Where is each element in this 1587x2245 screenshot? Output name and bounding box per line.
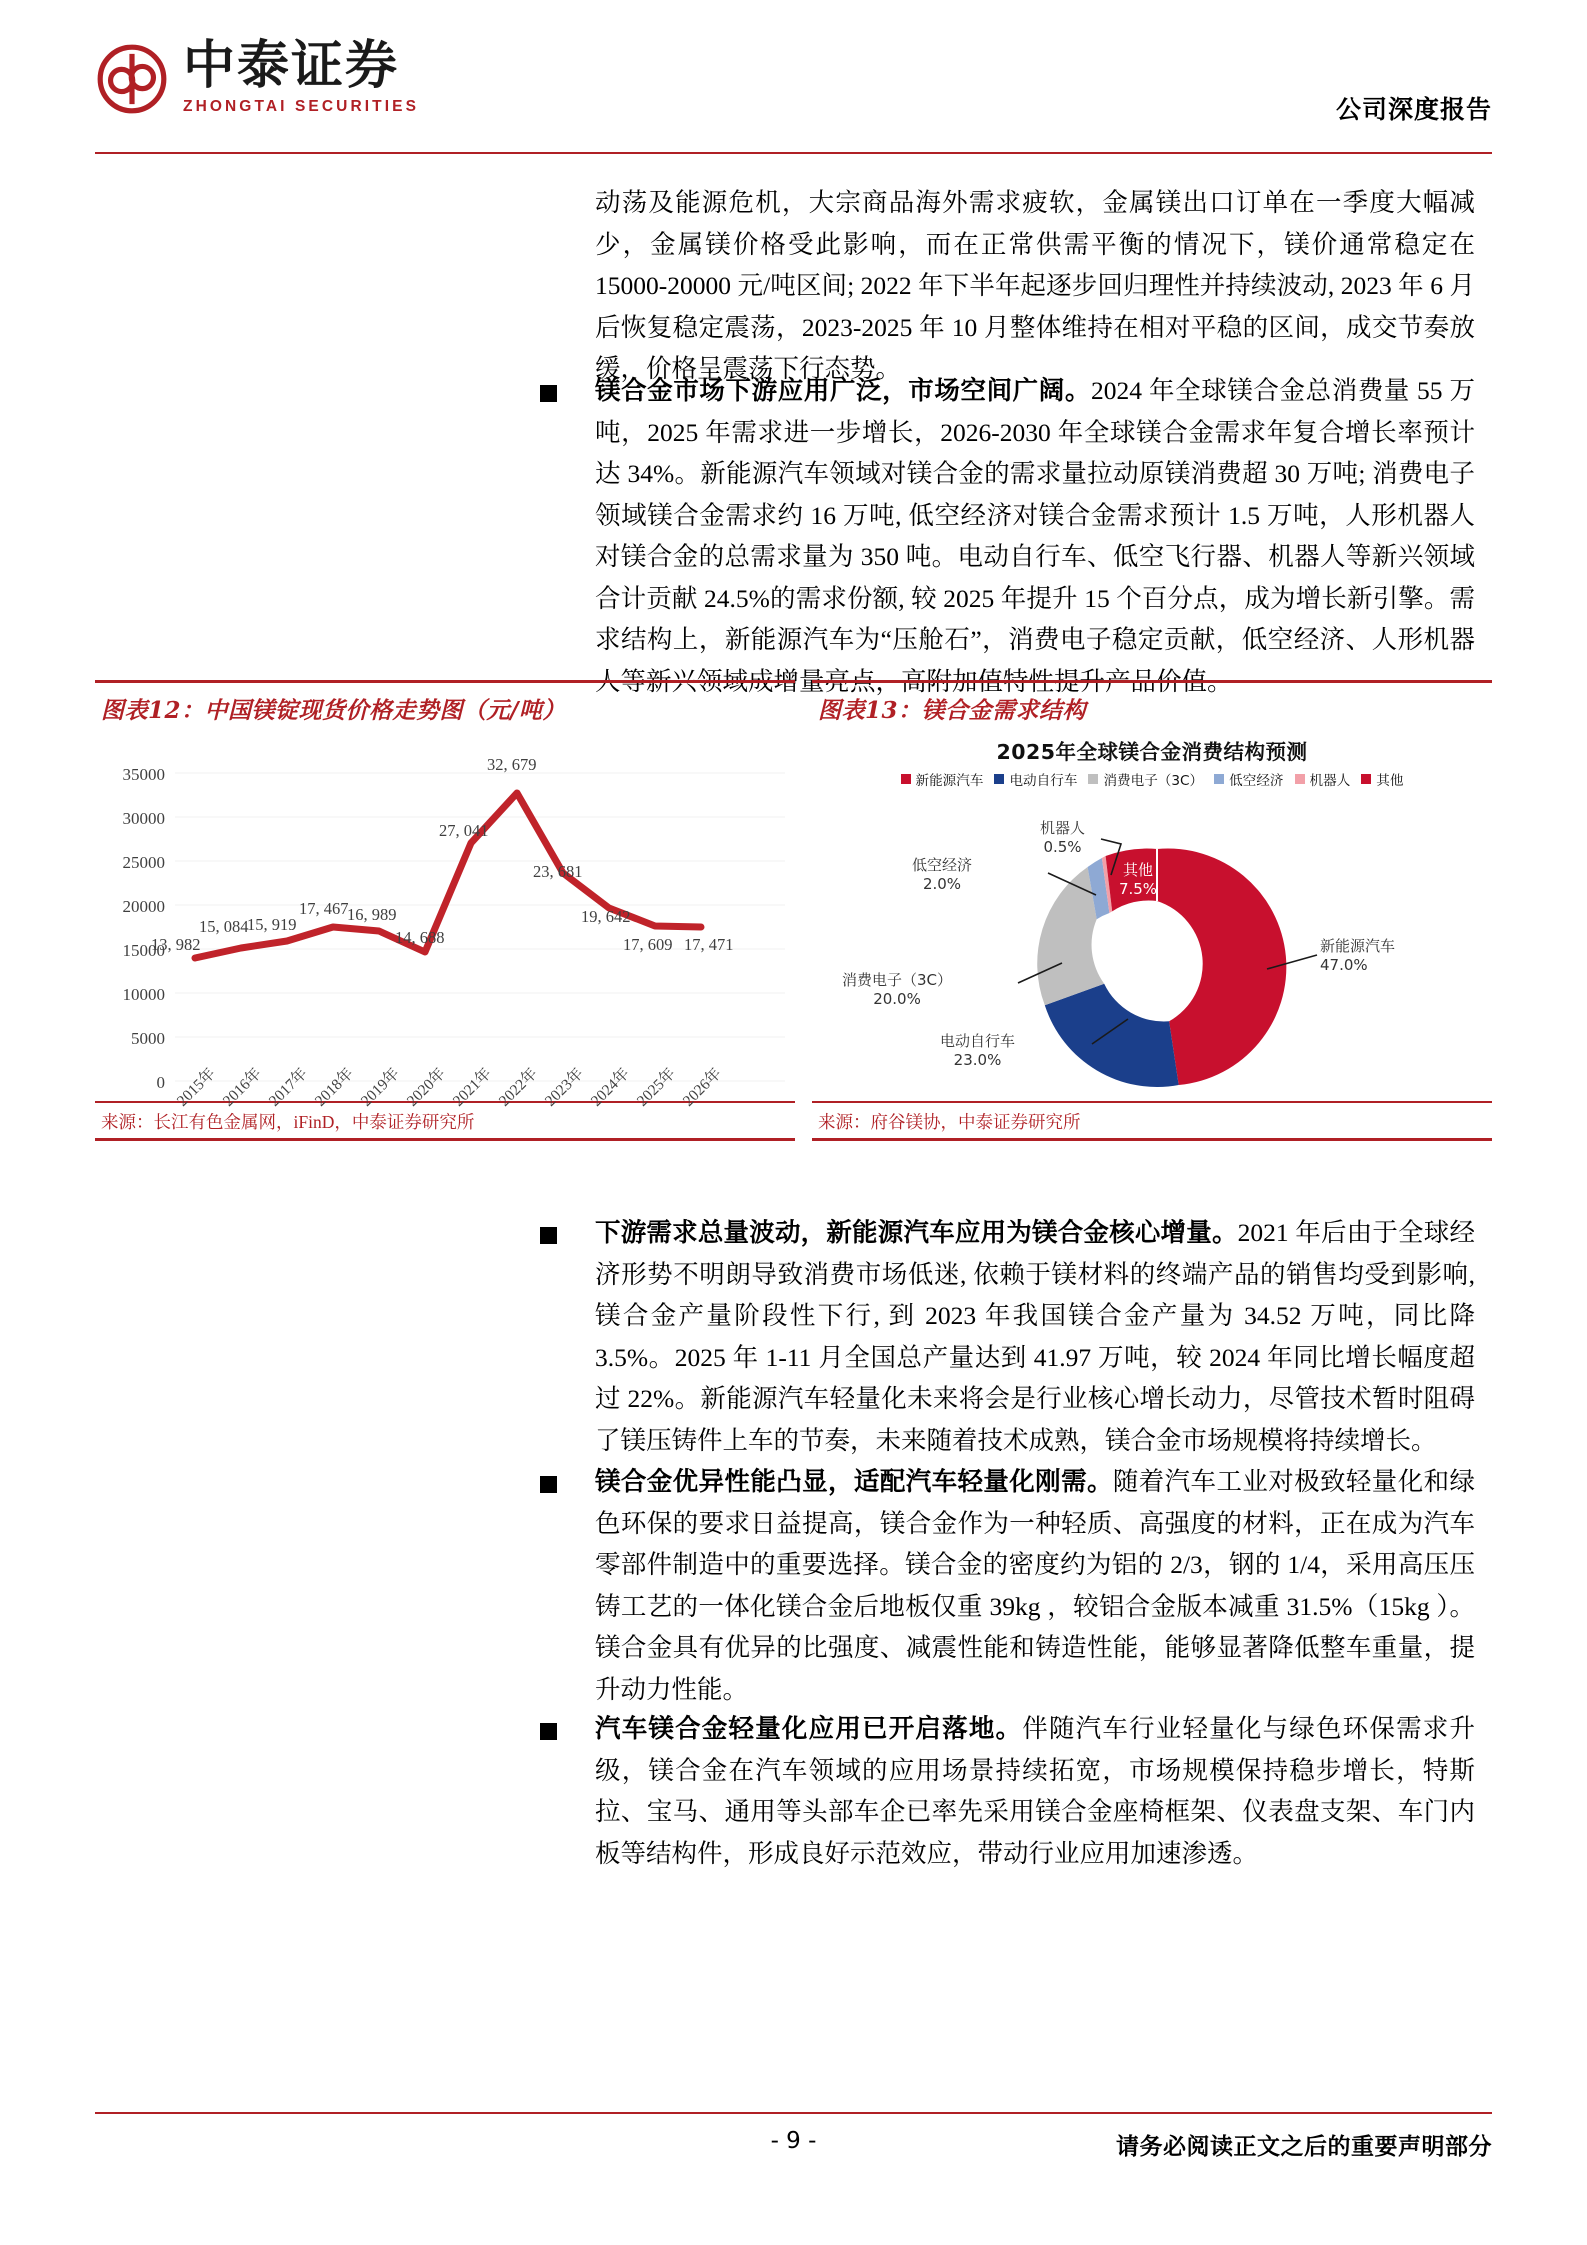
exhibit-12-body [95, 729, 795, 1110]
y-tick-20000: 20000 [122, 897, 165, 916]
exhibit-13-body [812, 729, 1492, 1101]
slice-nev [1157, 849, 1286, 1085]
company-logo [95, 38, 419, 116]
label-3c-pct: 20.0% [873, 990, 921, 1008]
logo-english-name: ZHONGTAI SECURITIES [183, 98, 420, 115]
bullet-body: 2021 年后由于全球经济形势不明朗导致消费市场低迷, 依赖于镁材料的终端产品的销售均受到影响, 镁合金产量阶段性下行, 到 2023 年我国镁合金产量为 34.52 万吨，同比降 3.5%。2025 年 1-11 月全国总产量达到 41.97 万吨，较 2024 年同比增长幅度超过 22%。新能源汽车轻量化未来将会是行业核心增长动力，尽管技术暂时阻碍了镁压铸件上车的节奏，未来随着技术成熟，镁合金市场规模将持续增长。 [595, 1218, 1475, 1455]
bullet-item [540, 1212, 1475, 1461]
bullet-lead: 汽车镁合金轻量化应用已开启落地。 [595, 1714, 1023, 1743]
bullet-item [540, 370, 1475, 702]
bullet-text [595, 370, 1475, 702]
data-label-2019: 16, 989 [347, 905, 397, 924]
y-tick-5000: 5000 [131, 1029, 165, 1048]
x-tick-2020: 2020年 [403, 1064, 449, 1110]
label-nev-name: 新能源汽车 [1320, 937, 1396, 955]
x-tick-2021: 2021年 [449, 1064, 495, 1110]
exhibit-13 [812, 680, 1492, 1141]
label-nev-pct: 47.0% [1320, 956, 1368, 974]
label-other-name: 其他 [1122, 861, 1153, 879]
label-robot [1040, 819, 1085, 857]
x-tick-2024: 2024年 [587, 1064, 633, 1110]
x-tick-2026: 2026年 [679, 1064, 725, 1110]
y-tick-10000: 10000 [122, 985, 165, 1004]
label-lowaltitude [912, 856, 972, 894]
bullet-square-icon [540, 385, 557, 402]
data-label-2023: 23, 681 [533, 862, 583, 881]
exhibit-13-title: 图表13：镁合金需求结构 [818, 697, 1087, 724]
label-ebike-name: 电动自行车 [940, 1032, 1016, 1050]
data-label-2020: 14, 688 [395, 928, 445, 947]
x-tick-2019: 2019年 [357, 1064, 403, 1110]
y-tick-0: 0 [156, 1073, 165, 1092]
legend-label: 低空经济 [1229, 773, 1284, 789]
data-label-2018: 17, 467 [299, 899, 349, 918]
bullet-body: 伴随汽车行业轻量化与绿色环保需求升级，镁合金在汽车领域的应用场景持续拓宽，市场规模保持稳步增长，特斯拉、宝马、通用等头部车企已率先采用镁合金座椅框架、仪表盘支架、车门内板等结构件，形成良好示范效应，带动行业应用加速渗透。 [595, 1714, 1475, 1868]
legend-label: 机器人 [1309, 773, 1351, 789]
label-robot-name: 机器人 [1040, 819, 1086, 837]
x-tick-2018: 2018年 [311, 1064, 357, 1110]
label-nev [1320, 937, 1395, 975]
data-label-2024: 19, 642 [581, 907, 631, 926]
bullet-lead: 镁合金市场下游应用广泛，市场空间广阔。 [595, 376, 1091, 405]
x-tick-2022: 2022年 [495, 1064, 541, 1110]
x-tick-2016: 2016年 [219, 1064, 265, 1110]
data-label-2021: 27, 041 [439, 821, 489, 840]
magnesium-price-line-chart [95, 729, 795, 1110]
label-ebike [940, 1032, 1015, 1070]
label-3c-name: 消费电子（3C） [842, 971, 953, 989]
magnesium-demand-donut-chart [812, 729, 1492, 1101]
x-tick-2025: 2025年 [633, 1064, 679, 1110]
bullet-square-icon [540, 1227, 557, 1244]
data-label-2025: 17, 609 [623, 935, 673, 954]
label-3c [842, 971, 952, 1009]
label-other-pct: 7.5% [1118, 880, 1158, 898]
zhongtai-logo-icon [95, 42, 169, 116]
bullet-text [595, 1461, 1475, 1710]
bullet-body: 2024 年全球镁合金总消费量 55 万吨，2025 年需求进一步增长，2026-2030 年全球镁合金需求年复合增长率预计达 34%。新能源汽车领域对镁合金的需求量拉动原镁消费超 30 万吨; 消费电子领域镁合金需求约 16 万吨, 低空经济对镁合金需求预计 1.5 万吨，人形机器人对镁合金的总需求量为 350 吨。电动自行车、低空飞行器、机器人等新兴领域合计贡献 24.5%的需求份额, 较 2025 年提升 15 个百分点，成为增长新引擎。需求结构上，新能源汽车为“压舱石”，消费电子稳定贡献，低空经济、人形机器人等新兴领域成增量亮点，高附加值特性提升产品价值。 [595, 376, 1475, 696]
donut-chart-title: 2025年全球镁合金消费结构预测 [996, 740, 1308, 764]
legend-label: 电动自行车 [1009, 773, 1078, 789]
document-type-label: 公司深度报告 [1335, 95, 1492, 124]
exhibit-12-title: 图表12：中国镁锭现货价格走势图（元/吨） [101, 697, 566, 724]
legend-label: 消费电子（3C） [1103, 773, 1204, 789]
line-chart-plot [95, 729, 795, 1101]
x-tick-2017: 2017年 [265, 1064, 311, 1110]
page-number: - 9 - [770, 2128, 817, 2154]
lead-paragraph: 动荡及能源危机，大宗商品海外需求疲软，金属镁出口订单在一季度大幅减少，金属镁价格受此影响，而在正常供需平衡的情况下，镁价通常稳定在15000-20000 元/吨区间; 2022 年下半年起逐步回归理性并持续波动, 2023 年 6 月后恢复稳定震荡，2023-2025 年 10 月整体维持在相对平稳的区间，成交节奏放缓，价格呈震荡下行态势。 [595, 188, 1475, 383]
exhibit-12 [95, 680, 795, 1141]
y-tick-25000: 25000 [122, 853, 165, 872]
slice-ebike [1045, 984, 1179, 1087]
bullet-lead: 镁合金优异性能凸显，适配汽车轻量化刚需。 [595, 1467, 1113, 1496]
bullet-text [595, 1212, 1475, 1461]
footer-disclaimer: 请务必阅读正文之后的重要声明部分 [1116, 2134, 1492, 2160]
bullet-item [540, 1708, 1475, 1874]
data-label-2015: 13, 982 [151, 935, 201, 954]
data-label-2016: 15, 084 [199, 917, 249, 936]
data-label-2022: 32, 679 [487, 755, 537, 774]
page-header [0, 0, 1587, 160]
label-ebike-pct: 23.0% [953, 1051, 1002, 1069]
y-tick-35000: 35000 [122, 765, 165, 784]
data-label-2026: 17, 471 [684, 935, 734, 954]
bullet-lead: 下游需求总量波动，新能源汽车应用为镁合金核心增量。 [595, 1218, 1238, 1247]
bullet-square-icon [540, 1723, 557, 1740]
bullet-square-icon [540, 1476, 557, 1493]
bullet-text [595, 1708, 1475, 1874]
x-tick-2015: 2015年 [173, 1064, 219, 1110]
donut-plot [812, 729, 1492, 1101]
label-lowaltitude-pct: 2.0% [922, 875, 962, 893]
y-tick-30000: 30000 [122, 809, 165, 828]
footer-divider [95, 2112, 1492, 2114]
header-divider [95, 152, 1492, 154]
data-label-2017: 15, 919 [247, 915, 297, 934]
bullet-body: 随着汽车工业对极致轻量化和绿色环保的要求日益提高，镁合金作为一种轻质、高强度的材料，正在成为汽车零部件制造中的重要选择。镁合金的密度约为铝的 2/3，钢的 1/4，采用高压压铸工艺的一体化镁合金后地板仅重 39kg ，较铝合金版本减重 31.5%（15kg ）。镁合金具有优异的比强度、减震性能和铸造性能，能够显著降低整车重量，提升动力性能。 [595, 1467, 1475, 1704]
exhibit-12-source: 来源：长江有色金属网，iFinD，中泰证券研究所 [95, 1101, 795, 1138]
exhibit-13-source: 来源：府谷镁协，中泰证券研究所 [812, 1101, 1492, 1138]
logo-chinese-name: 中泰证券 [183, 36, 400, 96]
legend-label: 其他 [1376, 773, 1404, 789]
x-tick-2023: 2023年 [541, 1064, 587, 1110]
label-robot-pct: 0.5% [1043, 838, 1082, 856]
y-tick-15000: 15000 [122, 941, 165, 960]
label-other [1110, 861, 1166, 899]
label-lowaltitude-name: 低空经济 [912, 856, 973, 874]
bullet-item [540, 1461, 1475, 1710]
legend-label: 新能源汽车 [915, 773, 984, 789]
